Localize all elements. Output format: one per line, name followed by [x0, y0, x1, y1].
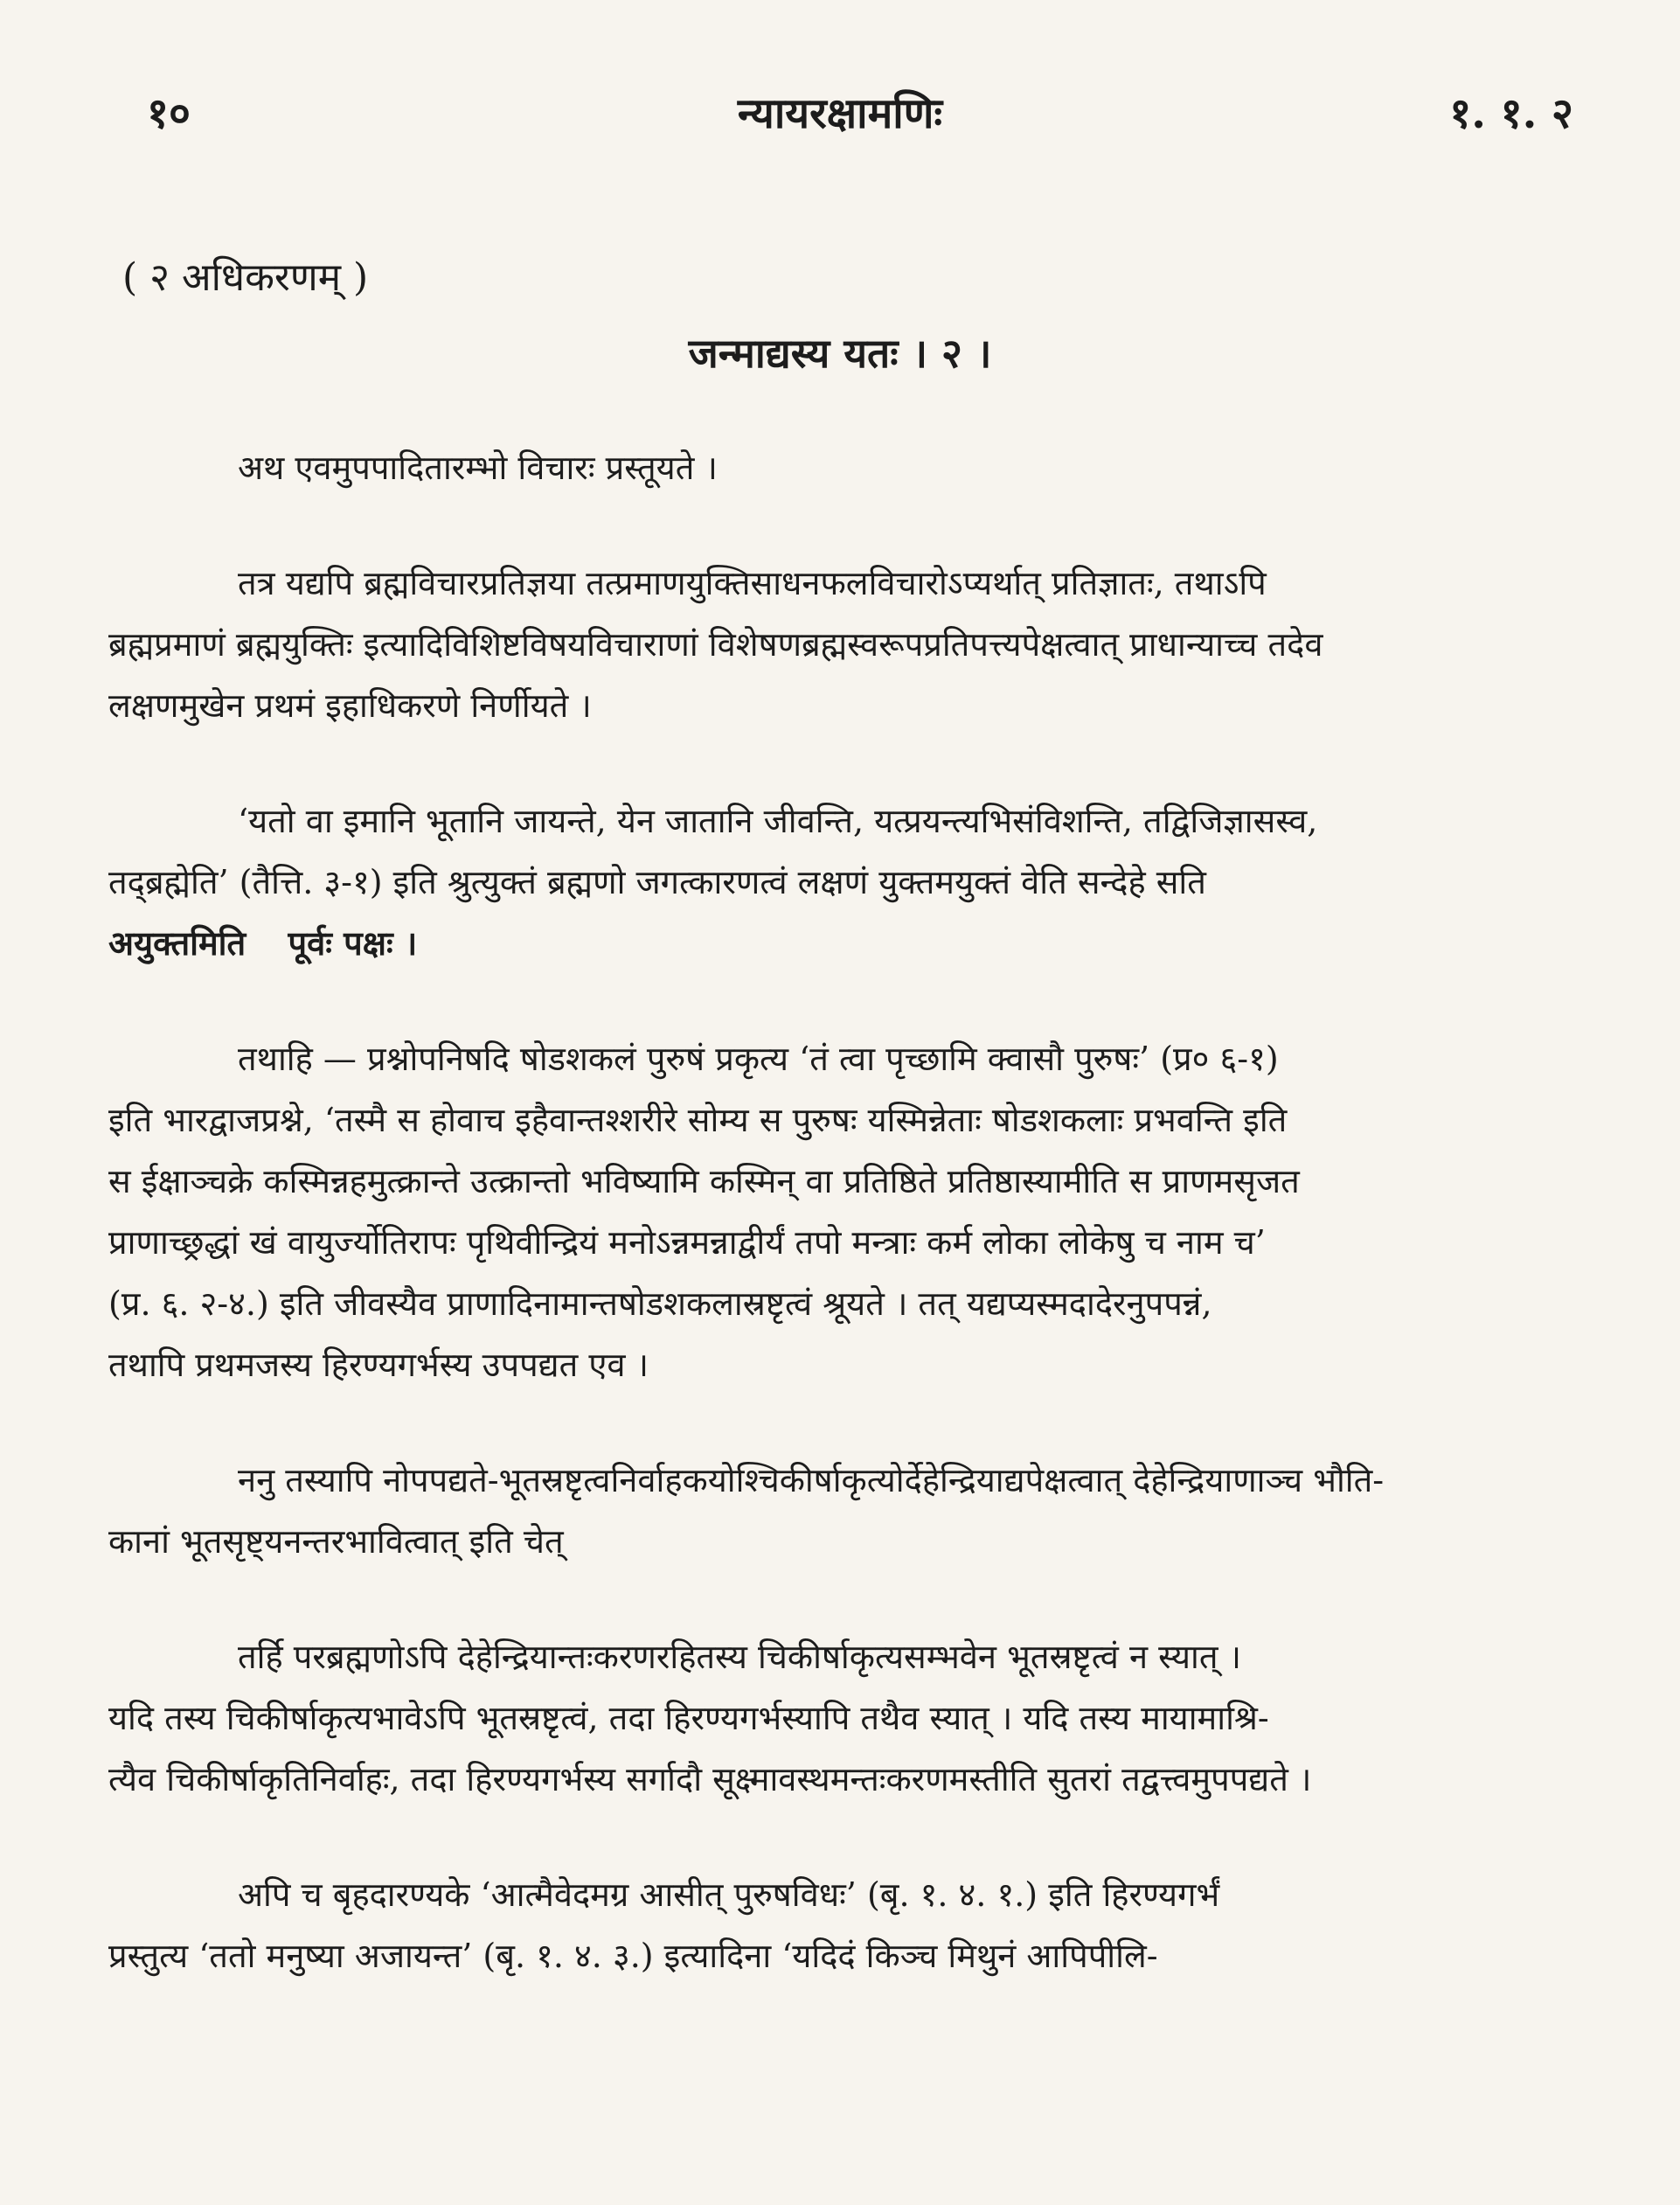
section-reference: १. १. २ — [1449, 89, 1573, 138]
paragraph-3 — [108, 790, 1617, 974]
sutra-heading: जन्माद्यस्य यतः । २ । — [688, 330, 992, 377]
paragraph-4 — [108, 1028, 1617, 1395]
paragraph-7 — [108, 1864, 1617, 1986]
paragraph-6 — [108, 1626, 1617, 1810]
text-line: इति भारद्वाजप्रश्ने, ‘तस्मै स होवाच इहैवान्तश्शरीरे सोम्य स पुरुषः यस्मिन्नेताः षोडशकलाः प्रभवन्ति इति — [108, 1101, 1288, 1139]
running-title: न्यायरक्षामणिः — [737, 89, 943, 138]
paragraph-2 — [108, 553, 1617, 736]
body-text — [108, 437, 1617, 2041]
text-line: (प्र. ६. २-४.) इति जीवस्यैव प्राणादिनामान्तषोडशकलास्रष्टृत्वं श्रूयते । तत् यद्यप्यस्मदादेरनुपपन्नं, — [108, 1284, 1212, 1323]
text-line: ननु तस्यापि नोपपद्यते-भूतस्रष्टृत्वनिर्वाहकयोश्चिकीर्षाकृत्योर्देहेन्द्रियाद्यपेक्षत्वात् देहेन्द्रियाणाञ्च भौति- — [238, 1461, 1385, 1499]
page-number: १० — [147, 89, 191, 138]
text-line: अपि च बृहदारण्यके ‘आत्मैवेदमग्र आसीत् पुरुषविधः’ (बृ. १. ४. १.) इति हिरण्यगर्भं — [238, 1875, 1220, 1914]
text-line: प्रस्तुत्य ‘ततो मनुष्या अजायन्त’ (बृ. १. ४. ३.) इत्यादिना ‘यदिदं किञ्च मिथुनं आपिपीलि- — [108, 1937, 1158, 1975]
text-line — [108, 913, 1617, 974]
text-line: ब्रह्मप्रमाणं ब्रह्मयुक्तिः इत्यादिविशिष्टविषयविचाराणां विशेषणब्रह्मस्वरूपप्रतिपत्त्यपेक्षत्वात् प्राधान्याच्च तदेव — [108, 625, 1323, 664]
text-line: तथाहि — प्रश्नोपनिषदि षोडशकलं पुरुषं प्रकृत्य ‘तं त्वा पृच्छामि क्वासौ पुरुषः’ (प्र० ६-१) — [238, 1040, 1279, 1078]
text-line: यदि तस्य चिकीर्षाकृत्यभावेऽपि भूतस्रष्टृत्वं, तदा हिरण्यगर्भस्यापि तथैव स्यात् । यदि तस्य मायामाश्रि- — [108, 1699, 1269, 1737]
paragraph-5 — [108, 1450, 1617, 1572]
text-line: स ईक्षाञ्चक्रे कस्मिन्नहमुत्क्रान्ते उत्क्रान्तो भविष्यामि कस्मिन् वा प्रतिष्ठिते प्रतिष्ठास्यामीति स प्राणमसृजत — [108, 1162, 1300, 1200]
text-line: तत्र यद्यपि ब्रह्मविचारप्रतिज्ञया तत्प्रमाणयुक्तिसाधनफलविचारोऽप्यर्थात् प्रतिज्ञातः, तथाऽपि — [238, 564, 1267, 602]
paragraph-1 — [108, 437, 1617, 498]
adhikarana-heading: ( २ अधिकरणम् ) — [122, 255, 369, 300]
text-line: तथापि प्रथमजस्य हिरण्यगर्भस्य उपपद्यत एव । — [108, 1346, 649, 1384]
text-line: त्यैव चिकीर्षाकृतिनिर्वाहः, तदा हिरण्यगर्भस्य सर्गादौ सूक्ष्मावस्थमन्तःकरणमस्तीति सुतरां तद्वत्त्वमुपपद्यते । — [108, 1760, 1312, 1798]
text-line: लक्षणमुखेन प्रथमं इहाधिकरणे निर्णीयते । — [108, 686, 592, 725]
text-fragment: अयुक्तमिति — [108, 923, 246, 963]
purvapaksha-label: पूर्वः पक्षः । — [288, 923, 418, 963]
text-line: ‘यतो वा इमानि भूतानि जायन्ते, येन जातानि जीवन्ति, यत्प्रयन्त्यभिसंविशन्ति, तद्विजिज्ञासस्व, — [238, 802, 1318, 840]
text-line: कानां भूतसृष्ट्यनन्तरभावित्वात् इति चेत् — [108, 1522, 564, 1561]
text-line: प्राणाच्छ्रद्धां खं वायुर्ज्योतिरापः पृथिवीन्द्रियं मनोऽन्नमन्नाद्वीर्यं तपो मन्त्राः कर्म लोका लोकेषु च नाम च’ — [108, 1223, 1266, 1262]
text-line: तर्हि परब्रह्मणोऽपि देहेन्द्रियान्तःकरणरहितस्य चिकीर्षाकृत्यसम्भवेन भूतस्रष्टृत्वं न स्यात् । — [238, 1638, 1241, 1676]
text-line: अथ एवमुपपादितारम्भो विचारः प्रस्तूयते । — [238, 449, 718, 487]
text-line: तद्ब्रह्मेति’ (तैत्ति. ३-१) इति श्रुत्युक्तं ब्रह्मणो जगत्कारणत्वं लक्षणं युक्तमयुक्तं वेति सन्देहे सति — [108, 863, 1206, 901]
